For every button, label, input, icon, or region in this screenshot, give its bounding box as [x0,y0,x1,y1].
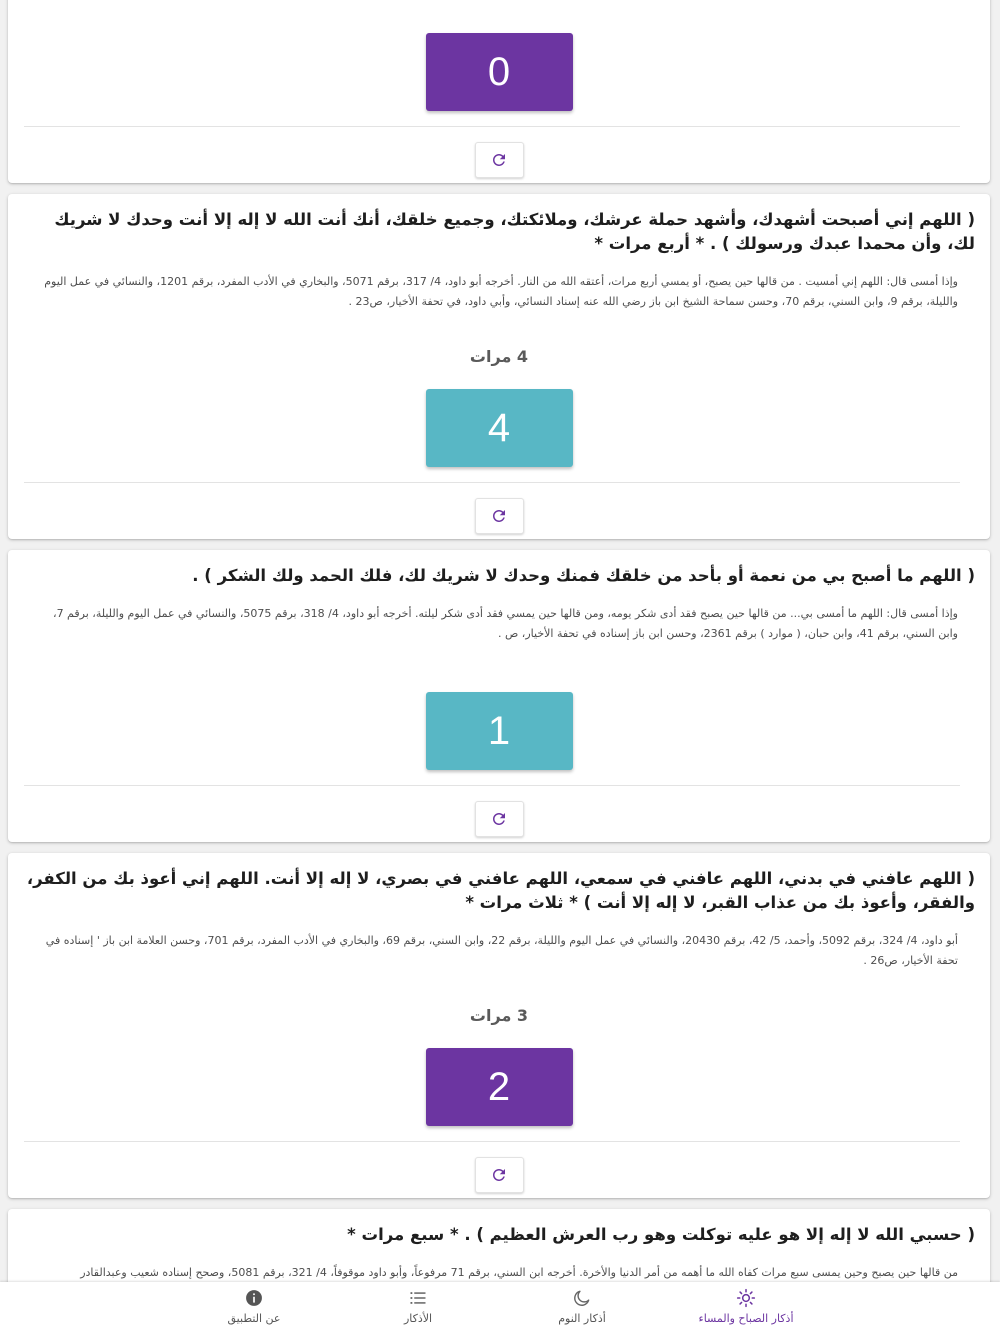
zikr-text: ( اللهم عافني في بدني، اللهم عافني في سمعي، اللهم عافني في بصري، لا إله إلا أنت. اللهم إني أعوذ بك من الكفر، والفقر، وأعوذ بك من عذاب القبر، لا إله إلا أنت ) * ثلاث مرات * [26,869,975,912]
reset-button[interactable] [475,498,524,534]
azkar-list [8,0,990,1299]
counter-button[interactable]: 2 [426,1048,573,1126]
zikr-text: ( اللهم إني أصبحت أشهدك، وأشهد حملة عرشك، وملائكتك، وجميع خلقك، أنك أنت الله لا إله إلا أنت وحدك لا شريك لك، وأن محمدا عبدك ورسولك ) . * أربع مرات * [54,210,975,253]
zikr-source: وإذا أمسى قال: اللهم ما أمسى بي... من قالها حين يصبح فقد أدى شكر يومه، ومن قالها حين يمسي فقد أدى شكر ليلته. أخرجه أبو داود، 4/ 318، برقم 5075، والنسائي في عمل اليوم والليلة، برقم 7، وابن السني، برقم 41، وابن حبان، ( موارد ) برقم 2361، وحسن ابن باز إسناده في تحفة الأخيار، ص . [53,607,958,640]
reset-button[interactable] [475,142,524,178]
refresh-icon [490,151,508,169]
divider [24,1141,960,1142]
zikr-card [8,1209,990,1288]
zikr-source: أبو داود، 4/ 324، برقم 5092، وأحمد، 5/ 42، برقم 20430، والنسائي في عمل اليوم والليلة، برقم 22، وابن السني، برقم 69، والبخاري في الأدب المفرد، برقم 701، وحسن العلامة ابن باز ' إسناده في تحفة الأخيار، ص26 . [45,934,958,967]
zikr-card [8,853,990,1198]
repeat-count-label: 4 مرات [469,347,529,366]
nav-about[interactable] [172,1282,336,1334]
counter-button[interactable]: 1 [426,692,573,770]
nav-label: أذكار الصباح والمساء [698,1312,794,1325]
list-icon [408,1288,428,1308]
divider [24,482,960,483]
zikr-text: ( حسبي الله لا إله إلا هو عليه توكلت وهو رب العرش العظيم ) . * سبع مرات * [347,1225,975,1244]
reset-button[interactable] [475,801,524,837]
info-icon [244,1288,264,1308]
counter-button[interactable]: 0 [426,33,573,111]
refresh-icon [490,1166,508,1184]
sun-icon [736,1288,756,1308]
refresh-icon [490,810,508,828]
repeat-count-label: 3 مرات [469,1006,529,1025]
nav-label: أذكار النوم [558,1312,606,1325]
divider [24,785,960,786]
refresh-icon [490,507,508,525]
counter-button[interactable]: 4 [426,389,573,467]
nav-azkar[interactable] [336,1282,500,1334]
zikr-card [8,0,990,183]
zikr-card [8,194,990,539]
zikr-source: وإذا أمسى قال: اللهم إني أمسيت . من قالها حين يصبح، أو يمسي أربع مرات، أعتقه الله من النار. أخرجه أبو داود، 4/ 317، برقم 5071، والبخاري في الأدب المفرد، برقم 1201، والنسائي في عمل اليوم والليلة، برقم 9، وابن السني، برقم 70، وحسن سماحة الشيخ ابن باز رضي الله عنه إسناد النسائي، وأبي داود، في تحفة الأخيار، ص23 . [44,275,958,308]
zikr-text: ( اللهم ما أصبح بي من نعمة أو بأحد من خلقك فمنك وحدك لا شريك لك، فلك الحمد ولك الشكر ) . [192,566,975,585]
nav-label: الأذكار [403,1312,433,1325]
nav-sleep[interactable] [500,1282,664,1334]
nav-morning-evening[interactable] [664,1282,828,1334]
zikr-source: من قالها حين يصبح وحين يمسى سبع مرات كفاه الله ما أهمه من أمر الدنيا والأخرة. أخرجه ابن السني، برقم 71 مرفوعاً، وأبو داود موقوفاً، 4/ 321، برقم 5081، وصحح إسناده شعيب وعبدالقادر [80,1266,958,1279]
reset-button[interactable] [475,1157,524,1193]
zikr-card [8,550,990,842]
divider [24,126,960,127]
nav-label: عن التطبيق [227,1312,281,1325]
moon-icon [572,1288,592,1308]
bottom-navigation [0,1282,1000,1334]
